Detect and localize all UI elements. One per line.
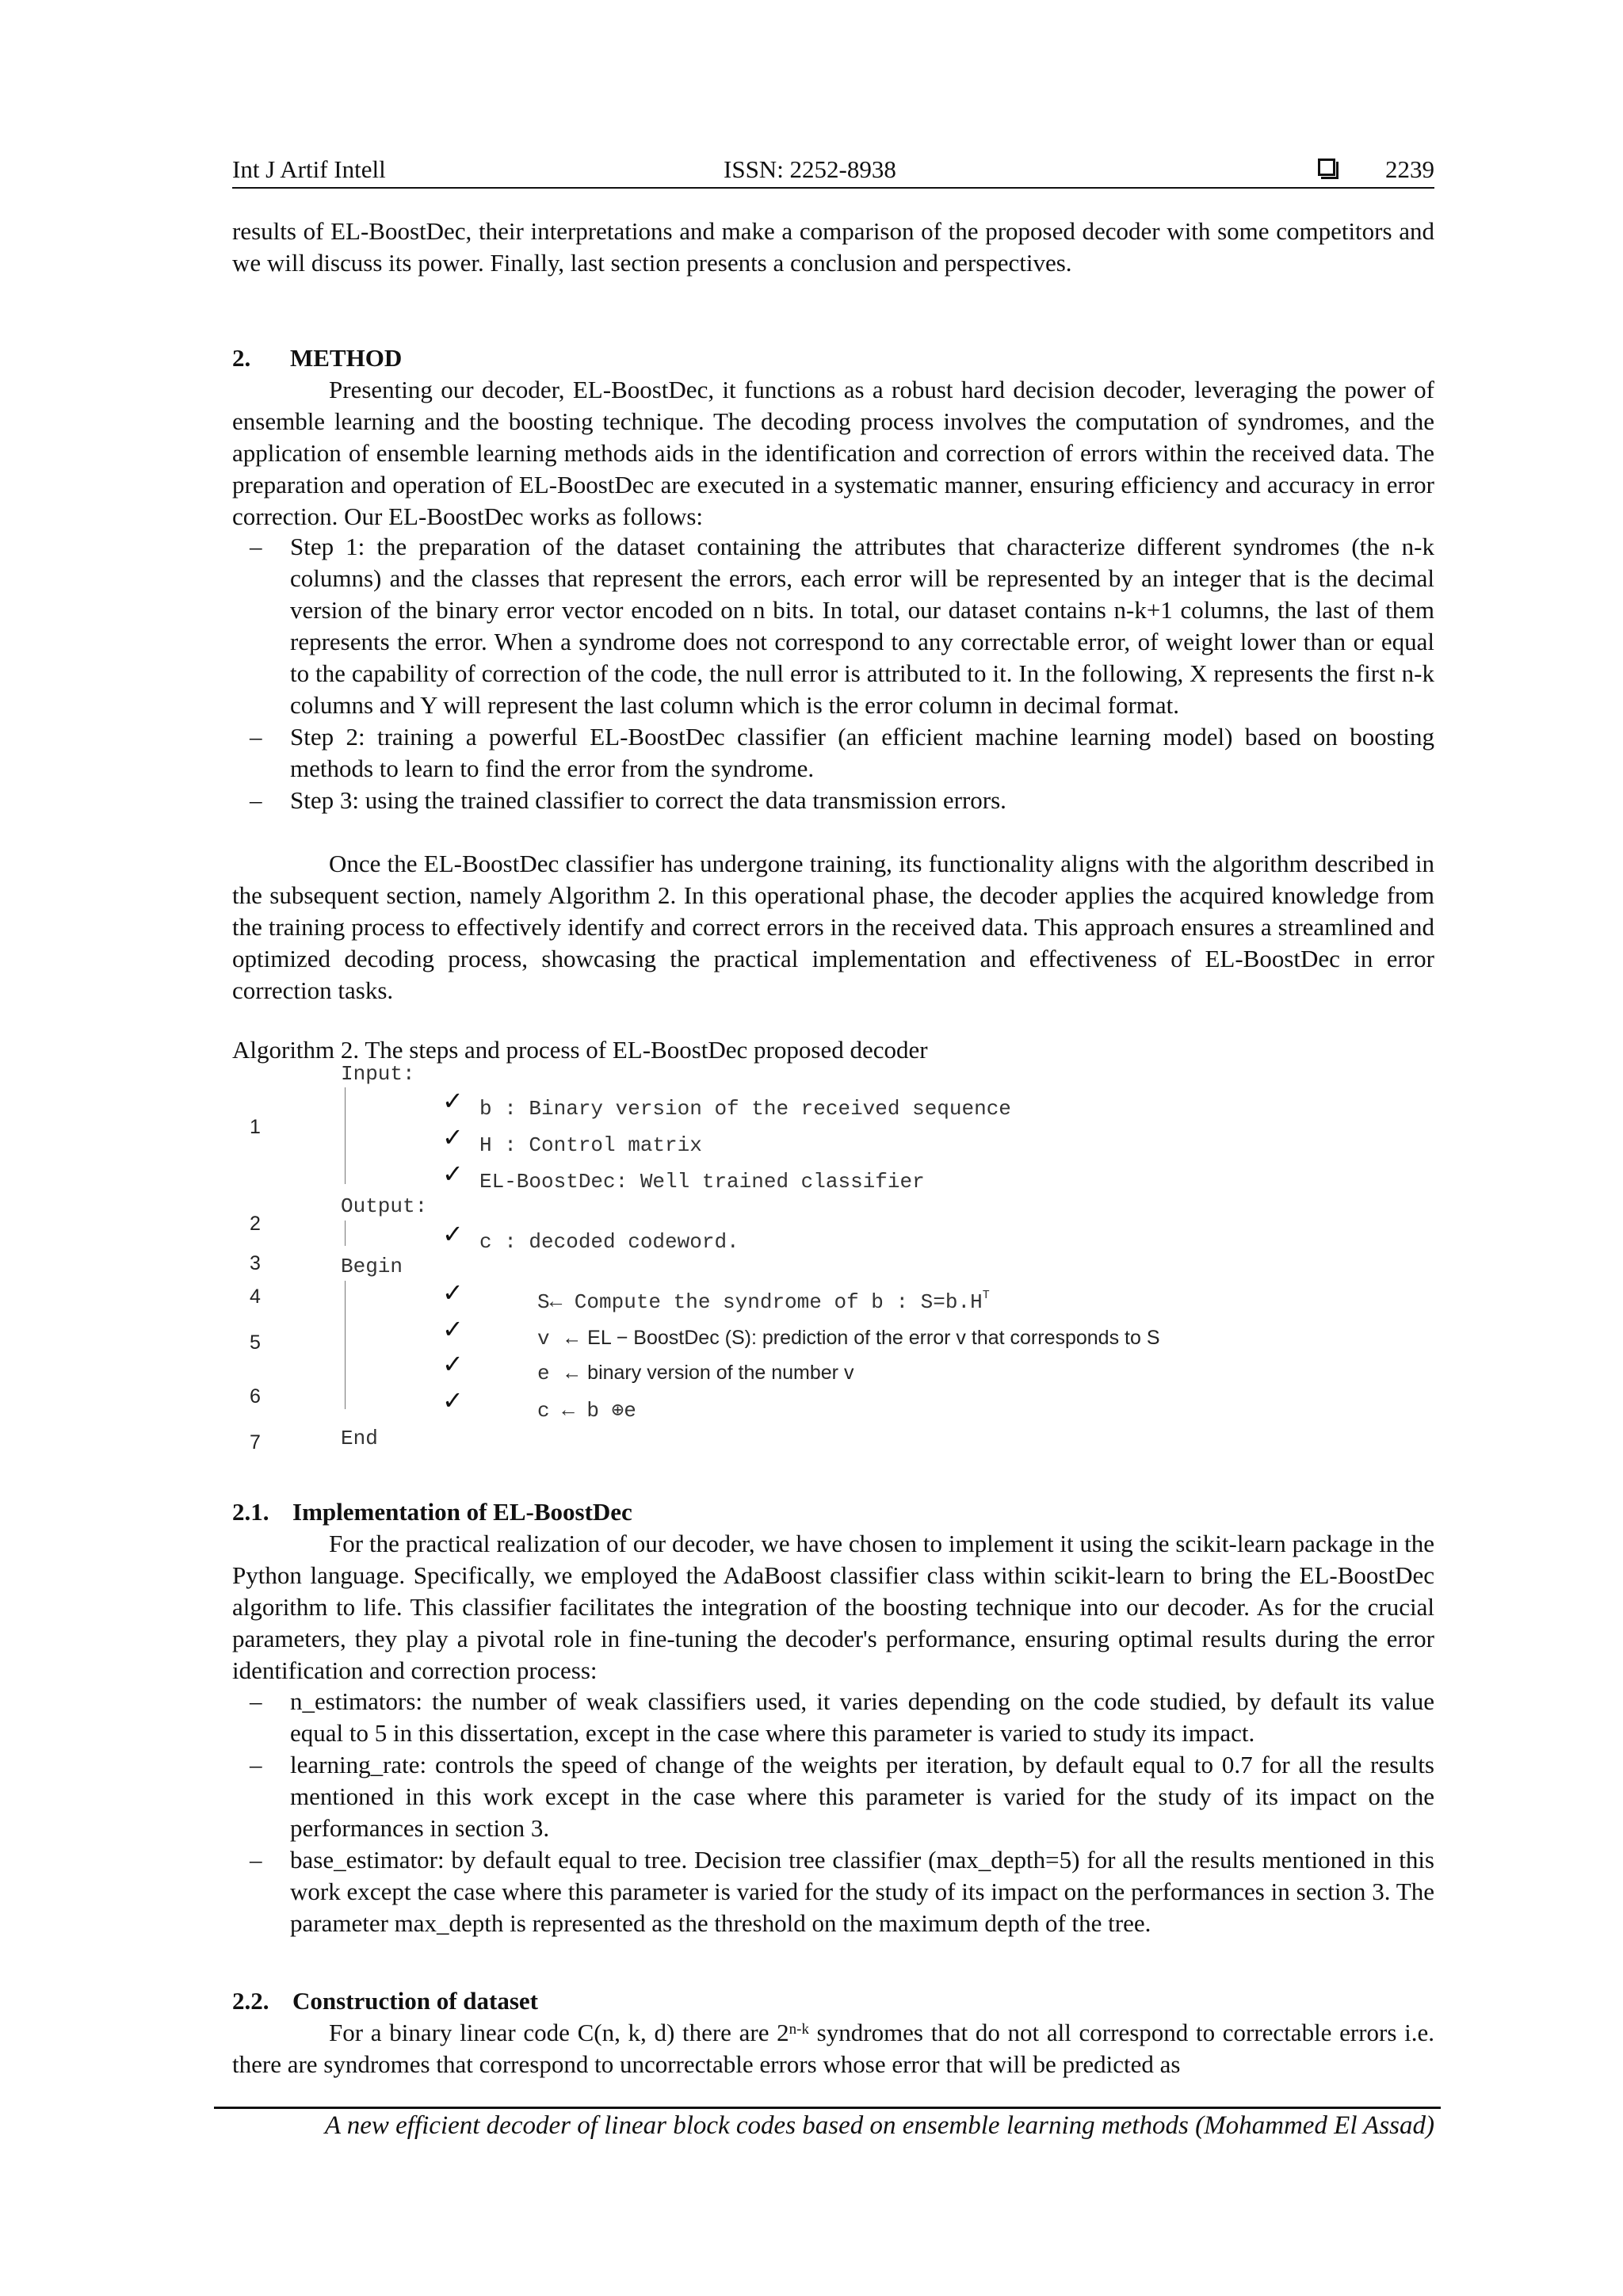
check-icon: ✓: [442, 1314, 464, 1344]
algorithm-output-label: Output:: [341, 1194, 428, 1218]
algorithm-line-number: 5: [250, 1331, 261, 1354]
algorithm-step-correct: c ← b ⊕e: [537, 1399, 636, 1423]
method-paragraph-2: Once the EL-BoostDec classifier has undergone training, its functionality aligns with the algorithm described in the subsequent section, namely Algorithm 2. In this operational phase, the decoder applies the acquired knowledge from the training process to effectively identify and correct errors in the received data. This approach ensures a streamlined and optimized decoding process, showcasing the practical implementation and effectiveness of EL-BoostDec in error correction tasks.: [232, 850, 1434, 1004]
algorithm-body-bar: [345, 1281, 346, 1409]
algorithm-input-bar: [345, 1087, 346, 1184]
journal-name: Int J Artif Intell: [232, 155, 386, 183]
algorithm-caption: Algorithm 2. The steps and process of EL-BoostDec proposed decoder: [232, 1036, 928, 1064]
section-number: 2.: [232, 344, 251, 372]
list-item: – base_estimator: by default equal to tree. Decision tree classifier (max_depth=5) for all the results mentioned in this work except the case where this parameter is varied for the study of its impact on the performances in section 3. The parameter max_depth is represented as the threshold on the maximum depth of the tree.: [250, 1846, 1434, 1937]
algorithm-line-number: 3: [250, 1252, 261, 1274]
list-dash: –: [250, 786, 262, 814]
algorithm-output-bar: [345, 1221, 346, 1246]
algorithm-line-number: 6: [250, 1385, 261, 1408]
page-box-icon: [1318, 159, 1335, 176]
list-dash: –: [250, 1751, 262, 1778]
algorithm-begin-label: Begin: [341, 1255, 403, 1278]
page-number: 2239: [1385, 155, 1434, 183]
list-item: – Step 1: the preparation of the dataset containing the attributes that characterize different syndromes (the n-k columns) and the classes that represent the errors, each error will be represented by an integer that is the decimal version of the binary error vector encoded on n bits. In total, our dataset contains n-k+1 columns, the last of them represents the error. When a syndrome does not correspond to any correctable error, of weight lower than or equal to the capability of correction of the code, the null error is attributed to it. In the following, X represents the first n-k columns and Y will represent the last column which is the error column in decimal format.: [250, 533, 1434, 719]
list-dash: –: [250, 723, 262, 751]
check-icon: ✓: [442, 1385, 464, 1415]
check-icon: ✓: [442, 1278, 464, 1308]
implementation-paragraph: For the practical realization of our decoder, we have chosen to implement it using the scikit-learn package in the Python language. Specifically, we employed the AdaBoost classifier class within scikit-learn to bring the EL-BoostDec algorithm to life. This classifier facilitates the integration of the boosting technique into our decoder. As for the crucial parameters, they play a pivotal role in fine-tuning the decoder's performance, ensuring optimal results during the error identification and correction process:: [232, 1530, 1434, 1684]
list-item: – Step 2: training a powerful EL-BoostDec classifier (an efficient machine learning model) based on boosting methods to learn to find the error from the syndrome.: [250, 723, 1434, 782]
footer-rule: [214, 2107, 1441, 2109]
algorithm-output: c : decoded codeword.: [479, 1230, 739, 1254]
algorithm-step-syndrome: S← Compute the syndrome of b : $S=b.H^T$: [537, 1289, 990, 1314]
check-icon: ✓: [442, 1219, 464, 1249]
parameters-list: [232, 1686, 1434, 1939]
algorithm-input-label: Input:: [341, 1062, 415, 1086]
algorithm-block: [232, 1062, 1342, 1458]
algorithm-line-number: 1: [250, 1116, 261, 1138]
subsection-heading-dataset: 2.2. Construction of dataset: [232, 1987, 538, 2015]
list-dash: –: [250, 533, 262, 560]
section-heading-method: [232, 342, 402, 374]
algorithm-end-label: End: [341, 1427, 378, 1450]
dataset-paragraph: For a binary linear code C(n, k, d) there are 2$^{n-k}$ syndromes that do not all correspond to correctable errors i.e. there are syndromes that correspond to uncorrectable errors whose error that will be predicted as: [232, 2019, 1434, 2078]
check-icon: ✓: [442, 1086, 464, 1116]
running-footer: A new efficient decoder of linear block codes based on ensemble learning methods (Mohammed El Assad): [324, 2111, 1434, 2140]
algorithm-input-2: H : Control matrix: [479, 1133, 702, 1157]
header-rule: [232, 187, 1434, 189]
section-title: METHOD: [290, 344, 403, 372]
algorithm-step-predict: v ← EL − BoostDec (S): prediction of the error v that corresponds to S: [537, 1327, 1160, 1350]
algorithm-input-1: b : Binary version of the received sequence: [479, 1097, 1011, 1121]
running-header: [232, 155, 1434, 190]
list-item: – Step 3: using the trained classifier to correct the data transmission errors.: [232, 785, 1434, 816]
check-icon: ✓: [442, 1122, 464, 1152]
check-icon: ✓: [442, 1349, 464, 1379]
steps-list: [232, 531, 1434, 816]
list-dash: –: [250, 1687, 262, 1715]
list-item: – learning_rate: controls the speed of change of the weights per iteration, by default equal to 0.7 for all the results mentioned in this work except in the case where this parameter is varied for the study of its impact on the performances in section 3.: [250, 1751, 1434, 1842]
issn: ISSN: 2252-8938: [724, 155, 896, 183]
algorithm-line-number: 2: [250, 1213, 261, 1235]
algorithm-step-binary: e ← binary version of the number v: [537, 1362, 854, 1385]
algorithm-line-number: 7: [250, 1431, 261, 1454]
check-icon: ✓: [442, 1159, 464, 1189]
algorithm-line-number: 4: [250, 1286, 261, 1308]
subsection-heading-implementation: 2.1. Implementation of EL-BoostDec: [232, 1498, 632, 1526]
list-dash: –: [250, 1846, 262, 1874]
list-item: – n_estimators: the number of weak classifiers used, it varies depending on the code studied, by default its value equal to 5 in this dissertation, except in the case where this parameter is varied to study its impact.: [250, 1687, 1434, 1747]
method-paragraph-1: Presenting our decoder, EL-BoostDec, it functions as a robust hard decision decoder, leveraging the power of ensemble learning and the boosting technique. The decoding process involves the computation of syndromes, and the application of ensemble learning methods aids in the identification and correction of errors within the received data. The preparation and operation of EL-BoostDec are executed in a systematic manner, ensuring efficiency and accuracy in error correction. Our EL-BoostDec works as follows:: [232, 376, 1434, 530]
algorithm-input-3: EL-BoostDec: Well trained classifier: [479, 1170, 925, 1194]
intro-paragraph: results of EL-BoostDec, their interpretations and make a comparison of the proposed decoder with some competitors and we will discuss its power. Finally, last section presents a conclusion and perspectives.: [232, 217, 1434, 277]
